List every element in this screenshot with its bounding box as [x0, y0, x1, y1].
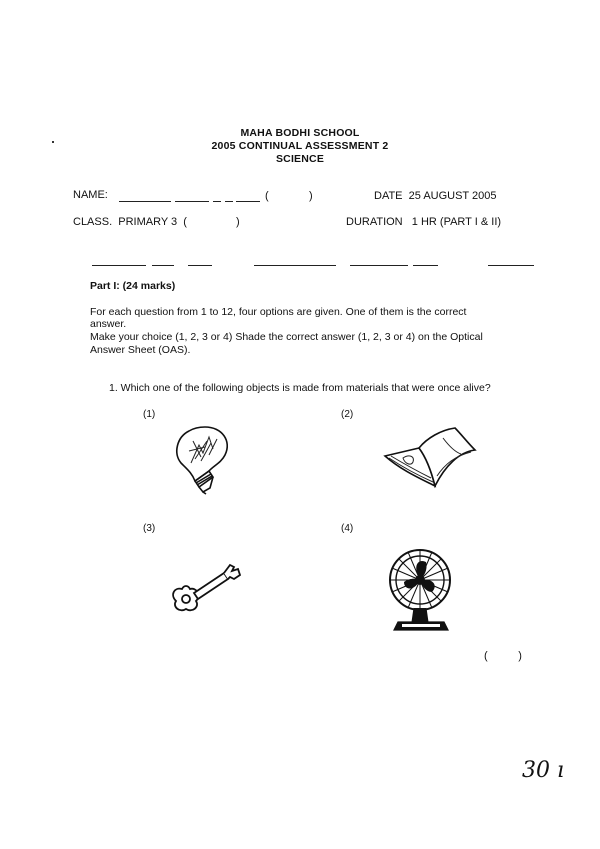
answer-bracket: ( ): [484, 650, 522, 662]
index-open-paren: (: [265, 190, 269, 202]
light-bulb-icon: [165, 423, 235, 495]
option-2-label: (2): [341, 409, 354, 420]
instructions-line-2: answer.: [90, 318, 127, 330]
instructions-line-3: Make your choice (1, 2, 3 or 4) Shade the correct answer (1, 2, 3 or 4) on the Optical: [90, 331, 483, 343]
duration-text: DURATION 1 HR (PART I & II): [346, 216, 502, 228]
option-1-label: (1): [143, 409, 156, 420]
name-blank: [225, 201, 233, 202]
assessment-title: 2005 CONTINUAL ASSESSMENT 2: [211, 140, 389, 152]
scan-speck: [52, 141, 54, 143]
school-name: MAHA BODHI SCHOOL: [240, 127, 360, 139]
option-4-label: (4): [341, 523, 354, 534]
subject-title: SCIENCE: [275, 153, 325, 165]
marks-blank: [152, 265, 174, 266]
open-book-icon: [383, 426, 478, 488]
instructions-line-1: For each question from 1 to 12, four options are given. One of them is the correct: [90, 306, 467, 318]
instructions-line-4: Answer Sheet (OAS).: [90, 344, 191, 356]
question-1-text: 1. Which one of the following objects is made from materials that were once alive?: [109, 382, 491, 394]
name-blank: [175, 201, 209, 202]
index-close-paren: ): [309, 190, 313, 202]
electric-fan-icon: [388, 548, 454, 634]
name-blank: [213, 201, 221, 202]
handwritten-page-mark: 30 ı: [522, 758, 565, 783]
name-blank: [119, 201, 171, 202]
class-label: CLASS. PRIMARY 3 (: [73, 216, 187, 228]
option-3-label: (3): [143, 523, 156, 534]
marks-blank: [188, 265, 212, 266]
date-text: DATE 25 AUGUST 2005: [374, 190, 497, 202]
name-label: NAME:: [73, 189, 108, 201]
key-icon: [168, 557, 244, 615]
name-blank: [236, 201, 260, 202]
marks-blank: [488, 265, 534, 266]
class-close-paren: ): [236, 216, 240, 228]
part-title: Part I: (24 marks): [90, 280, 176, 292]
marks-blank: [92, 265, 146, 266]
marks-blank: [254, 265, 336, 266]
marks-blank: [413, 265, 438, 266]
marks-blank: [350, 265, 408, 266]
